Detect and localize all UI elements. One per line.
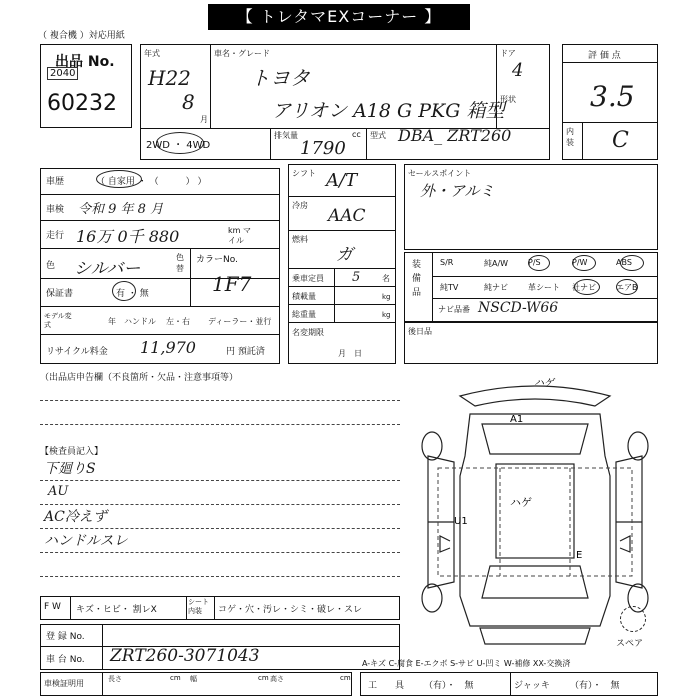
mirror-right (620, 536, 630, 552)
front-bumper (480, 628, 590, 644)
mirror-left (440, 536, 450, 552)
year-era: H22 (148, 66, 191, 90)
tool-label: 工 具 (368, 681, 405, 691)
wheel-rr (628, 432, 648, 460)
history-circle-icon (96, 170, 142, 188)
model-change-year: 年 (108, 317, 116, 326)
shift-value: A/T (326, 170, 358, 191)
capacity-unit: 名 (382, 274, 390, 283)
displacement-label: 排気量 (274, 131, 298, 140)
handle-label: ハンドル (124, 317, 156, 326)
inspector-note: 下廻りS (44, 461, 96, 477)
model-grade: アリオン A18 G PKG 箱型 (272, 100, 505, 122)
drive: 2WD ・ 4WD (146, 140, 211, 151)
color-value: シルバー (74, 259, 141, 279)
diagram-label: ハゲ (534, 378, 554, 389)
equipment-item: P/S (528, 258, 541, 267)
capacity-label: 乗車定員 (292, 274, 324, 283)
diagram-label: A1 (510, 414, 524, 425)
interior-value: C (612, 128, 629, 153)
recycle-label: リサイクル料金 (46, 347, 108, 357)
lot-box (40, 44, 132, 128)
interior-label: 内装 (566, 127, 574, 147)
equipment-label: 装備品 (412, 260, 422, 298)
legend: A-キズ C-腐食 E-エクボ S-サビ U-凹ミ W-補修 XX-交換済 (362, 659, 571, 668)
fuel-label: 燃料 (292, 235, 308, 244)
dims-unit: cm (170, 674, 181, 682)
nav-label: ナビ品番 (438, 305, 470, 314)
model-change-label: モデル変式 (44, 312, 72, 329)
lot-label: 出品 No. (55, 54, 115, 70)
fw-items: キズ・ヒビ・ 割レX (76, 605, 157, 615)
diagram-label: E (576, 550, 583, 561)
shape-label: 形状 (500, 95, 516, 104)
spare-tire-icon (620, 606, 646, 632)
color-change-label: 色替 (176, 253, 184, 273)
dims-length-label: 長さ (108, 675, 122, 683)
airbag-circle-icon (616, 279, 638, 295)
top-note: （ 複合機 ）対応用紙 (38, 31, 125, 41)
car-name-label: 車名・グレード (214, 49, 270, 58)
mileage-value: 16万 0千 880 (76, 227, 180, 246)
diagram-label: U1 (454, 516, 468, 527)
lot-code: 2040 (47, 67, 78, 80)
type-value: DBA_ ZRT260 (398, 126, 512, 145)
load-unit: kg (382, 293, 391, 301)
nav-value: NSCD-W66 (478, 300, 559, 316)
dims-unit: cm (340, 674, 351, 682)
score-value: 3.5 (590, 80, 635, 113)
capacity-value: 5 (352, 270, 361, 285)
color-code-value: 1F7 (212, 272, 252, 296)
change-label: 名変期限 (292, 328, 324, 337)
inspector-note: AC冷えず (44, 509, 107, 525)
ac-value: AAC (328, 206, 366, 226)
ac-label: 冷房 (292, 201, 308, 210)
diagram-label: ハゲ (510, 496, 532, 509)
load-label: 積載量 (292, 292, 316, 301)
warranty-label: 保証書 (46, 289, 74, 299)
equipment-item: 純A/W (484, 259, 509, 268)
sales-point-label: セールスポイント (408, 169, 472, 178)
equipment-item: 純TV (440, 283, 459, 292)
equipment-item: P/W (572, 258, 588, 267)
maker: トヨタ (250, 66, 310, 90)
dims-width-label: 幅 (190, 675, 197, 683)
inspection-value: 令和 9 年 8 月 (78, 202, 164, 217)
seat-items: コゲ・穴・汚レ・シミ・破レ・スレ (218, 605, 363, 615)
ps-circle-icon (528, 255, 550, 271)
nav-circle-icon (574, 279, 600, 295)
equipment-item: エアB (616, 283, 638, 292)
dims-label: 車検証明用 (44, 679, 84, 688)
roof (496, 464, 574, 558)
report-label: （出品店申告欄（不良箇所・欠品・注意事項等） (40, 373, 239, 383)
equipment-item: 社ナビ (572, 283, 596, 292)
chassis-label: 車 台 No. (46, 655, 85, 665)
fuel-value: ガ (336, 245, 353, 265)
year-month-unit: 月 (200, 115, 208, 124)
gross-unit: kg (382, 311, 391, 319)
door-value: 4 (512, 60, 524, 81)
handle-value: 左・右 (166, 317, 190, 326)
history-label: 車歴 (46, 177, 65, 187)
inspector-note: AU (48, 484, 69, 499)
recycle-unit: 円 預託済 (226, 347, 265, 357)
reg-label: 登 録 No. (46, 632, 85, 642)
warranty-value: 有 ・ 無 (116, 289, 149, 299)
after-box (404, 322, 658, 364)
inspection-label: 車検 (46, 205, 65, 215)
color-label: 色 (46, 261, 56, 271)
dealer-label: ディーラー・並行 (208, 317, 272, 326)
color-code-label: カラーNo. (196, 255, 238, 265)
inspector-label: 【検査員記入】 (40, 447, 104, 457)
lot-number: 60232 (47, 91, 117, 116)
jack-label: ジャッキ (514, 681, 550, 691)
sales-point-value: 外・アルミ (420, 182, 495, 200)
door-label: ドア (500, 49, 516, 58)
wheel-fl (422, 584, 442, 612)
shift-label: シフト (292, 169, 316, 178)
drive-circle-icon (156, 132, 204, 154)
year-label: 年式 (144, 49, 160, 58)
type-label: 型式 (370, 131, 386, 140)
equipment-item: 革シート (528, 283, 560, 292)
warranty-circle-icon (112, 281, 136, 301)
jack-value: （有）・ 無 (570, 681, 620, 691)
inspector-note: ハンドルスレ (44, 533, 128, 549)
score-label: 評 価 点 (588, 51, 621, 61)
gross-label: 総重量 (292, 310, 316, 319)
displacement-value: 1790 (300, 138, 346, 159)
tool-value: （有）・ 無 (424, 681, 474, 691)
seat-label: シート内装 (188, 598, 209, 615)
spoiler-outline (460, 386, 610, 406)
chassis-value: ZRT260-3071043 (110, 646, 260, 666)
equipment-item: ABS (616, 258, 632, 267)
dims-unit: cm (258, 674, 269, 682)
equipment-item: 純ナビ (484, 283, 508, 292)
after-label: 後日品 (408, 327, 432, 336)
change-unit: 月 日 (338, 349, 362, 358)
front-glass (482, 566, 588, 598)
equipment-item: S/R (440, 258, 454, 267)
fw-label: F W (44, 602, 61, 612)
abs-circle-icon (620, 255, 644, 271)
year-month: 8 (182, 90, 195, 114)
mileage-unit: km マイル (228, 226, 251, 245)
displacement-unit: cc (352, 130, 361, 139)
history-value: （ 自家用 ・ （ ） ） (96, 177, 207, 187)
pw-circle-icon (572, 255, 596, 271)
dims-height-label: 高さ (270, 675, 284, 683)
wheel-rl (422, 432, 442, 460)
recycle-value: 11,970 (140, 338, 196, 357)
rear-glass (482, 424, 588, 454)
mileage-label: 走行 (46, 231, 65, 241)
banner: 【 トレタマEXコーナー 】 (208, 4, 470, 30)
spare-label: スペア (616, 639, 644, 649)
